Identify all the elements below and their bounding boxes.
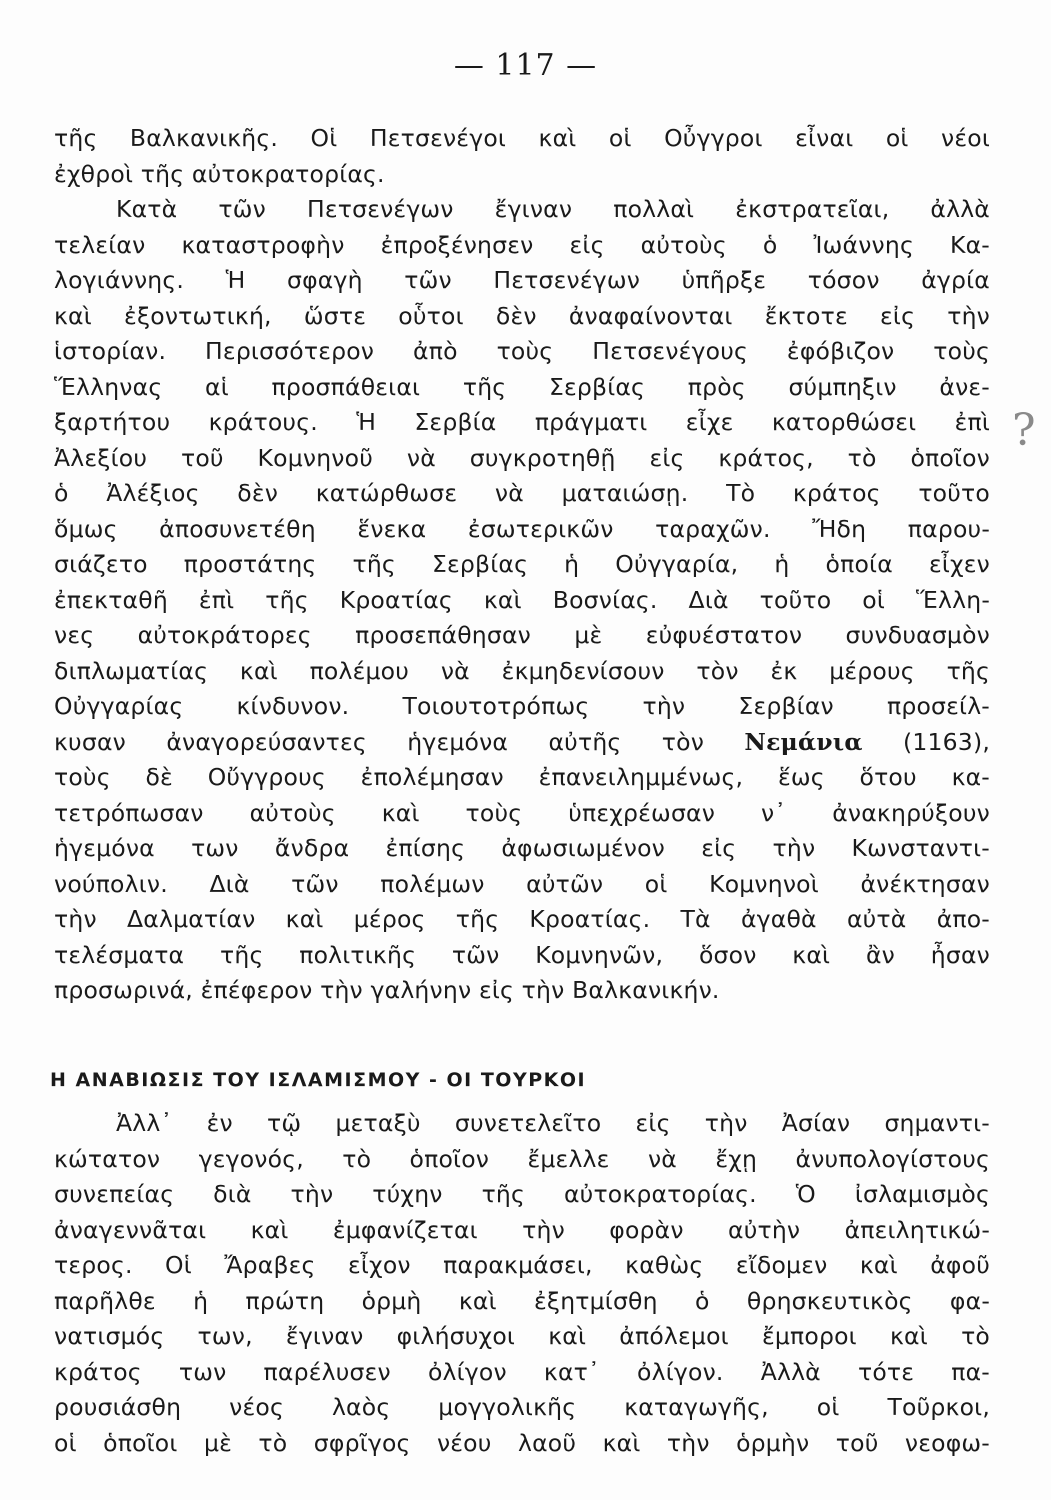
text-line: ξαρτήτου κράτους. Ἡ Σερβία πράγματι εἶχε κατορθώσει ἐπὶ [54, 408, 990, 436]
text-line: τὴν Δαλματίαν καὶ μέρος τῆς Κροατίας. Τὰ ἀγαθὰ αὐτὰ ἀπο- [54, 905, 990, 933]
text-line: ἱστορίαν. Περισσότερον ἀπὸ τοὺς Πετσενέγους ἐφόβιζον τοὺς [54, 337, 990, 365]
text-line: κράτος των παρέλυσεν ὀλίγον κατ᾿ ὀλίγον. Ἀλλὰ τότε πα- [54, 1357, 990, 1386]
text-line: τετρόπωσαν αὐτοὺς καὶ τοὺς ὑπεχρέωσαν ν᾿ ἀνακηρύξουν [54, 798, 990, 827]
text-line: ἀναγεννᾶται καὶ ἐμφανίζεται τὴν φορὰν αὐτὴν ἀπειλητικώ- [54, 1215, 990, 1244]
text-run: κυσαν ἀναγορεύσαντες ἡγεμόνα αὐτῆς τὸν [54, 727, 745, 756]
text-line: διπλωματίας καὶ πολέμου νὰ ἐκμηδενίσουν τὸν ἐκ μέρους τῆς [54, 656, 990, 685]
text-block-main [54, 121, 990, 1009]
text-line: ὅμως ἀποσυνετέθη ἕνεκα ἐσωτερικῶν ταραχῶν. Ἤδη παρου- [54, 514, 990, 543]
page-number: — 117 — [453, 48, 598, 83]
text-line: Οὐγγαρίας κίνδυνον. Τοιουτοτρόπως τὴν Σερβίαν προσείλ- [54, 692, 990, 720]
text-block-section [54, 1106, 990, 1461]
text-line: λογιάννης. Ἡ σφαγὴ τῶν Πετσενέγων ὑπῆρξε τόσον ἀγρία [54, 266, 990, 294]
text-line: Ἕλληνας αἱ προσπάθειαι τῆς Σερβίας πρὸς σύμπηξιν ἀνε- [54, 372, 990, 401]
bold-name-nemania: Νεμάνια [744, 727, 863, 756]
text-line: τελέσματα τῆς πολιτικῆς τῶν Κομνηνῶν, ὅσον καὶ ἂν ἦσαν [54, 940, 990, 969]
text-line: τερος. Οἱ Ἄραβες εἶχον παρακμάσει, καθὼς εἴδομεν καὶ ἀφοῦ [54, 1251, 990, 1279]
text-line: ρουσιάσθη νέος λαὸς μογγολικῆς καταγωγῆς, οἱ Τοῦρκοι, [54, 1393, 990, 1421]
text-line: σιάζετο προστάτης τῆς Σερβίας ἡ Οὐγγαρία, ἡ ὁποία εἶχεν [54, 550, 990, 578]
section-heading: Η ΑΝΑΒΙΩΣΙΣ ΤΟΥ ΙΣΛΑΜΙΣΜΟΥ - ΟΙ ΤΟΥΡΚΟΙ [50, 1069, 587, 1091]
text-line: παρῆλθε ἡ πρώτη ὁρμὴ καὶ ἐξητμίσθη ὁ θρησκευτικὸς φα- [54, 1286, 990, 1315]
text-line: κώτατον γεγονός, τὸ ὁποῖον ἔμελλε νὰ ἔχῃ ἀνυπολογίστους [54, 1144, 990, 1173]
text-line: τελείαν καταστροφὴν ἐπροξένησεν εἰς αὐτοὺς ὁ Ἰωάννης Κα- [54, 230, 990, 259]
text-line: οἱ ὁποῖοι μὲ τὸ σφρῖγος νέου λαοῦ καὶ τὴν ὁρμὴν τοῦ νεοφω- [54, 1428, 990, 1457]
text-line: ἐχθροὶ τῆς αὐτοκρατορίας. [54, 159, 385, 188]
text-line: τῆς Βαλκανικῆς. Οἱ Πετσενέγοι καὶ οἱ Οὖγγροι εἶναι οἱ νέοι [54, 124, 990, 152]
text-line: ἡγεμόνα των ἄνδρα ἐπίσης ἀφωσιωμένον εἰς τὴν Κωνσταντι- [54, 834, 990, 862]
text-line: προσωρινά, ἐπέφερον τὴν γαλήνην εἰς τὴν Βαλκανικήν. [54, 976, 720, 1004]
text-run: (1163), [862, 727, 990, 756]
text-line: ἐπεκταθῆ ἐπὶ τῆς Κροατίας καὶ Βοσνίας. Διὰ τοῦτο οἱ Ἕλλη- [54, 585, 990, 614]
text-line: νες αὐτοκράτορες προσεπάθησαν μὲ εὐφυέστατον συνδυασμὸν [54, 621, 990, 649]
text-line: ὁ Ἀλέξιος δὲν κατώρθωσε νὰ ματαιώσῃ. Τὸ κράτος τοῦτο [54, 479, 990, 507]
text-line: Ἀλεξίου τοῦ Κομνηνοῦ νὰ συγκροτηθῇ εἰς κράτος, τὸ ὁποῖον [54, 443, 990, 472]
margin-question-mark: ? [1012, 405, 1036, 456]
text-line: καὶ ἐξοντωτική, ὥστε οὗτοι δὲν ἀναφαίνονται ἔκτοτε εἰς τὴν [54, 301, 990, 330]
text-line: Ἀλλ᾿ ἐν τῷ μεταξὺ συνετελεῖτο εἰς τὴν Ἀσίαν σημαντι- [116, 1109, 990, 1137]
text-line: νατισμός των, ἔγιναν φιλήσυχοι καὶ ἀπόλεμοι ἔμποροι καὶ τὸ [54, 1322, 990, 1350]
text-line: Κατὰ τῶν Πετσενέγων ἔγιναν πολλαὶ ἐκστρατεῖαι, ἀλλὰ [116, 195, 990, 223]
text-line-nemania [54, 725, 990, 761]
text-line: συνεπείας διὰ τὴν τύχην τῆς αὐτοκρατορίας. Ὁ ἰσλαμισμὸς [54, 1180, 990, 1208]
text-line: νούπολιν. Διὰ τῶν πολέμων αὐτῶν οἱ Κομνηνοὶ ἀνέκτησαν [54, 869, 990, 898]
text-line: τοὺς δὲ Οὔγγρους ἐπολέμησαν ἐπανειλημμένως, ἕως ὅτου κα- [54, 763, 990, 791]
